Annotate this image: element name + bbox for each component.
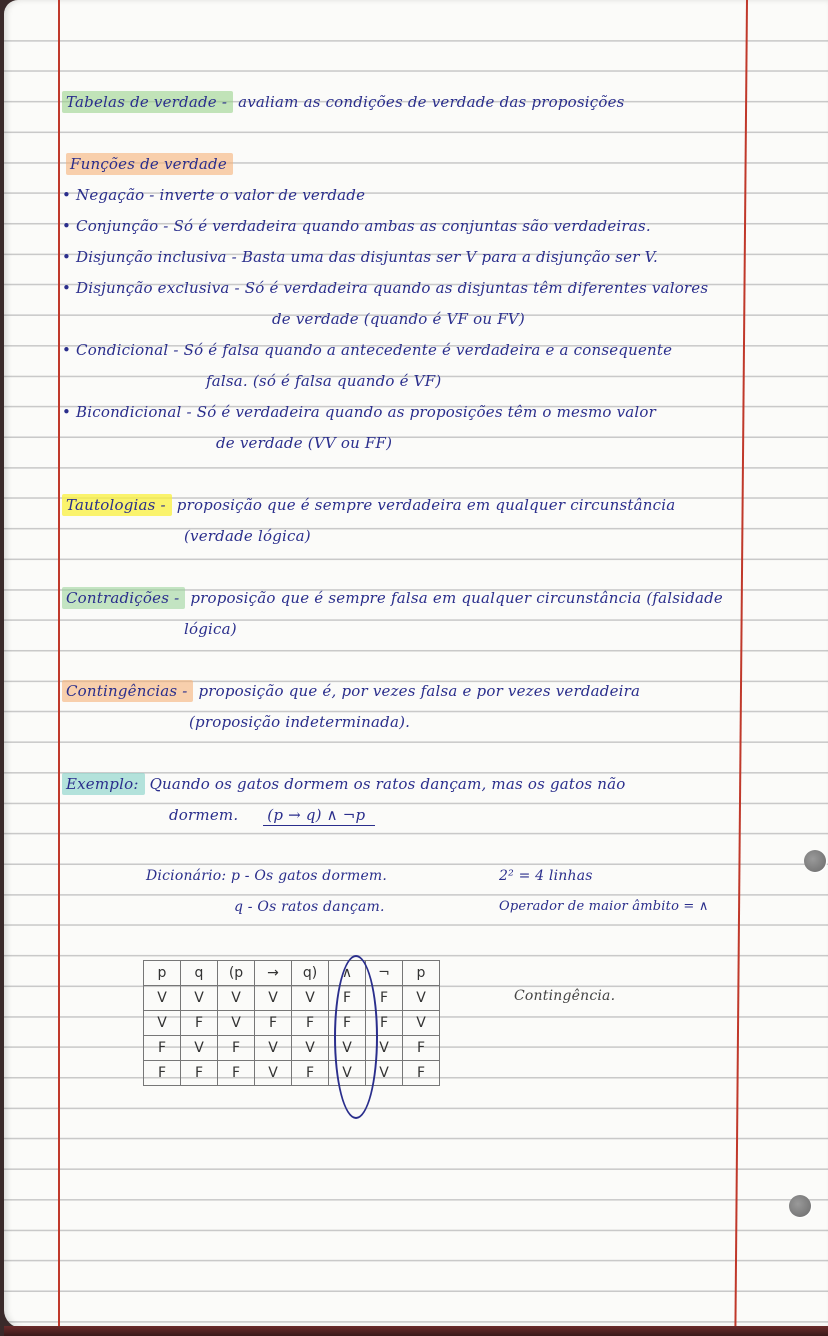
table-cell: V bbox=[255, 1061, 292, 1086]
title-label: Tabelas de verdade - bbox=[62, 91, 233, 113]
table-cell: V bbox=[329, 1061, 366, 1086]
definition-contingency-cont: (proposição indeterminada). bbox=[189, 713, 411, 731]
table-cell: F bbox=[366, 1011, 403, 1036]
table-cell: V bbox=[366, 1061, 403, 1086]
item-negation: • Negação - inverte o valor de verdade bbox=[62, 186, 366, 204]
table-cell: V bbox=[292, 986, 329, 1011]
right-margin-line bbox=[734, 0, 747, 1328]
table-cell: V bbox=[329, 1036, 366, 1061]
table-cell: F bbox=[181, 1011, 218, 1036]
notebook-page bbox=[4, 0, 828, 1328]
table-cell: F bbox=[144, 1061, 181, 1086]
item-conditional-cont: falsa. (só é falsa quando é VF) bbox=[206, 372, 442, 390]
table-row bbox=[144, 986, 440, 1011]
example-line: Exemplo: Quando os gatos dormem os ratos dançam, mas os gatos não bbox=[62, 775, 625, 793]
truth-table bbox=[143, 960, 440, 1086]
item-conjunction: • Conjunção - Só é verdadeira quando ambas as conjuntas são verdadeiras. bbox=[62, 217, 651, 235]
table-cell: F bbox=[181, 1061, 218, 1086]
table-header-cell: q bbox=[181, 961, 218, 986]
definition-contradiction: Contradições - proposição que é sempre falsa em qualquer circunstância (falsidade bbox=[62, 589, 723, 607]
dictionary-q: q - Os ratos dançam. bbox=[234, 899, 385, 915]
table-cell: V bbox=[403, 986, 440, 1011]
left-margin-line bbox=[58, 0, 60, 1328]
definition-tautology-cont: (verdade lógica) bbox=[184, 527, 311, 545]
dictionary-p: Dicionário: p - Os gatos dormem. bbox=[146, 868, 388, 884]
table-header-cell: → bbox=[255, 961, 292, 986]
item-exclusive-disjunction: • Disjunção exclusiva - Só é verdadeira quando as disjuntas têm diferentes valores bbox=[62, 279, 709, 297]
title-text: avaliam as condições de verdade das proposições bbox=[238, 93, 625, 111]
item-exclusive-disjunction-cont: de verdade (quando é VF ou FV) bbox=[272, 310, 525, 328]
table-cell: V bbox=[218, 986, 255, 1011]
table-cell: V bbox=[144, 1011, 181, 1036]
table-cell: F bbox=[292, 1011, 329, 1036]
table-header-cell: q) bbox=[292, 961, 329, 986]
table-row bbox=[144, 1036, 440, 1061]
table-cell: F bbox=[329, 1011, 366, 1036]
highlighted-column-circle bbox=[334, 955, 378, 1119]
table-header-cell: p bbox=[403, 961, 440, 986]
binder-hole-icon bbox=[789, 1195, 811, 1217]
table-cell: V bbox=[292, 1036, 329, 1061]
table-cell: F bbox=[403, 1036, 440, 1061]
page-bottom-edge bbox=[4, 1326, 828, 1336]
table-cell: F bbox=[144, 1036, 181, 1061]
item-conditional: • Condicional - Só é falsa quando a antecedente é verdadeira e a consequente bbox=[62, 341, 673, 359]
note-main-operator: Operador de maior âmbito = ∧ bbox=[499, 899, 709, 914]
table-cell: V bbox=[181, 986, 218, 1011]
table-cell: F bbox=[329, 986, 366, 1011]
binder-hole-icon bbox=[804, 850, 826, 872]
table-cell: V bbox=[144, 986, 181, 1011]
functions-heading: Funções de verdade bbox=[66, 155, 233, 173]
item-biconditional: • Bicondicional - Só é verdadeira quando as proposições têm o mesmo valor bbox=[62, 403, 657, 421]
table-row bbox=[144, 1011, 440, 1036]
table-cell: V bbox=[181, 1036, 218, 1061]
item-inclusive-disjunction: • Disjunção inclusiva - Basta uma das disjuntas ser V para a disjunção ser V. bbox=[62, 248, 658, 266]
title-line bbox=[62, 93, 625, 111]
table-cell: F bbox=[366, 986, 403, 1011]
example-line-2: dormem. (p → q) ∧ ¬p bbox=[169, 806, 375, 824]
table-cell: V bbox=[403, 1011, 440, 1036]
table-cell: F bbox=[218, 1036, 255, 1061]
table-cell: V bbox=[255, 986, 292, 1011]
example-formula: (p → q) ∧ ¬p bbox=[263, 806, 375, 826]
table-header-cell: ¬ bbox=[366, 961, 403, 986]
result-contingency: Contingência. bbox=[514, 988, 616, 1004]
table-header-cell: (p bbox=[218, 961, 255, 986]
definition-contradiction-cont: lógica) bbox=[184, 620, 237, 638]
definition-contingency: Contingências - proposição que é, por vezes falsa e por vezes verdadeira bbox=[62, 682, 640, 700]
note-rows: 2² = 4 linhas bbox=[499, 868, 593, 884]
table-header-cell: ∧ bbox=[329, 961, 366, 986]
table-cell: F bbox=[218, 1061, 255, 1086]
definition-tautology: Tautologias - proposição que é sempre verdadeira em qualquer circunstância bbox=[62, 496, 675, 514]
table-header-row bbox=[144, 961, 440, 986]
table-cell: F bbox=[292, 1061, 329, 1086]
table-cell: V bbox=[255, 1036, 292, 1061]
item-biconditional-cont: de verdade (VV ou FF) bbox=[216, 434, 393, 452]
table-cell: V bbox=[218, 1011, 255, 1036]
table-cell: V bbox=[366, 1036, 403, 1061]
table-cell: F bbox=[403, 1061, 440, 1086]
table-cell: F bbox=[255, 1011, 292, 1036]
table-header-cell: p bbox=[144, 961, 181, 986]
table-row bbox=[144, 1061, 440, 1086]
